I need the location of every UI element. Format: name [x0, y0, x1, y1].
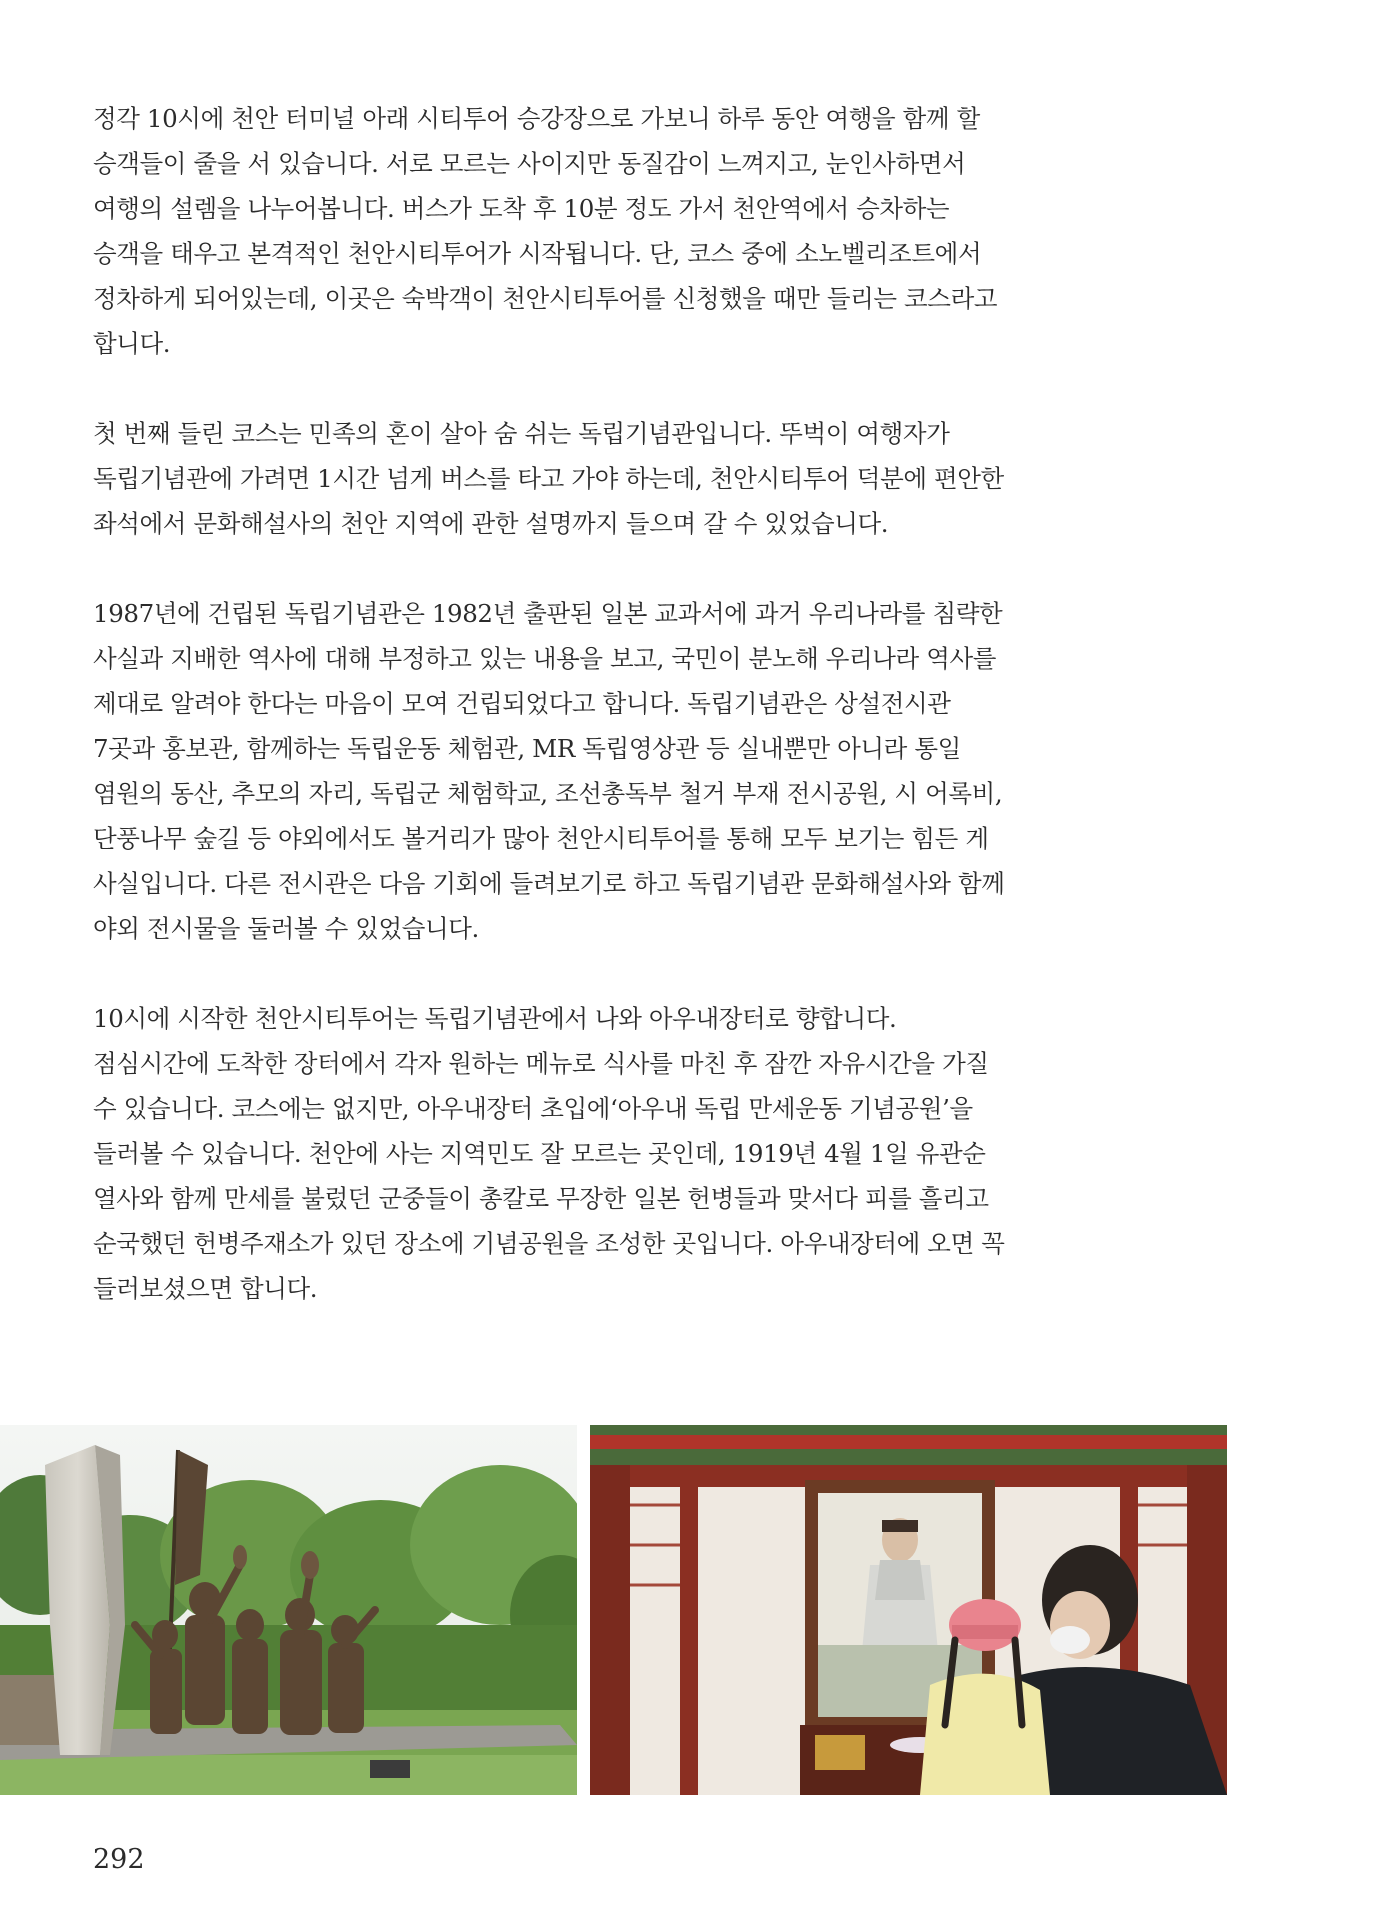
text-line: 합니다. — [93, 329, 171, 358]
text-line: 좌석에서 문화해설사의 천안 지역에 관한 설명까지 들으며 갈 수 있었습니다. — [93, 509, 889, 538]
text-line: 독립기념관에 가려면 1시간 넘게 버스를 타고 가야 하는데, 천안시티투어 덕분에 편안한 — [93, 464, 1004, 493]
text-line: 수 있습니다. 코스에는 없지만, 아우내장터 초입에‘아우내 독립 만세운동 기념공원’을 — [93, 1094, 973, 1123]
text-line: 여행의 설렘을 나누어봅니다. 버스가 도착 후 10분 정도 가서 천안역에서 승차하는 — [93, 194, 950, 223]
paragraph — [93, 996, 1093, 1311]
text-line: 7곳과 홍보관, 함께하는 독립운동 체험관, MR 독립영상관 등 실내뿐만 아니라 통일 — [93, 734, 961, 763]
text-line: 정각 10시에 천안 터미널 아래 시티투어 승강장으로 가보니 하루 동안 여행을 함께 할 — [93, 104, 980, 133]
page-number: 292 — [93, 1844, 145, 1875]
text-line: 야외 전시물을 둘러볼 수 있었습니다. — [93, 914, 479, 943]
text-line: 10시에 시작한 천안시티투어는 독립기념관에서 나와 아우내장터로 향합니다. — [93, 1004, 897, 1033]
paragraph — [93, 591, 1093, 951]
monument-sculpture-photo — [0, 1425, 577, 1795]
text-line: 들러볼 수 있습니다. 천안에 사는 지역민도 잘 모르는 곳인데, 1919년 4월 1일 유관순 — [93, 1139, 986, 1168]
text-line: 승객을 태우고 본격적인 천안시티투어가 시작됩니다. 단, 코스 중에 소노벨리조트에서 — [93, 239, 982, 268]
text-line: 사실과 지배한 역사에 대해 부정하고 있는 내용을 보고, 국민이 분노해 우리나라 역사를 — [93, 644, 996, 673]
body-text — [93, 96, 1093, 1356]
text-line: 열사와 함께 만세를 불렀던 군중들이 총칼로 무장한 일본 헌병들과 맞서다 피를 흘리고 — [93, 1184, 989, 1213]
text-line: 사실입니다. 다른 전시관은 다음 기회에 들려보기로 하고 독립기념관 문화해설사와 함께 — [93, 869, 1005, 898]
text-line: 첫 번째 들린 코스는 민족의 혼이 살아 숨 쉬는 독립기념관입니다. 뚜벅이 여행자가 — [93, 419, 950, 448]
photo-shrine-portrait — [590, 1425, 1227, 1795]
text-line: 염원의 동산, 추모의 자리, 독립군 체험학교, 조선총독부 철거 부재 전시공원, 시 어록비, — [93, 779, 1003, 808]
text-line: 1987년에 건립된 독립기념관은 1982년 출판된 일본 교과서에 과거 우리나라를 침략한 — [93, 599, 1003, 628]
text-line: 점심시간에 도착한 장터에서 각자 원하는 메뉴로 식사를 마친 후 잠깐 자유시간을 가질 — [93, 1049, 989, 1078]
text-line: 승객들이 줄을 서 있습니다. 서로 모르는 사이지만 동질감이 느껴지고, 눈인사하면서 — [93, 149, 966, 178]
text-line: 순국했던 헌병주재소가 있던 장소에 기념공원을 조성한 곳입니다. 아우내장터에 오면 꼭 — [93, 1229, 1005, 1258]
shrine-portrait-photo — [590, 1425, 1227, 1795]
paragraph — [93, 411, 1093, 546]
text-line: 단풍나무 숲길 등 야외에서도 볼거리가 많아 천안시티투어를 통해 모두 보기는 힘든 게 — [93, 824, 989, 853]
text-line: 정차하게 되어있는데, 이곳은 숙박객이 천안시티투어를 신청했을 때만 들리는 코스라고 — [93, 284, 998, 313]
text-line: 들러보셨으면 합니다. — [93, 1274, 318, 1303]
photo-independence-monument — [0, 1425, 577, 1795]
paragraph — [93, 96, 1093, 366]
text-line: 제대로 알려야 한다는 마음이 모여 건립되었다고 합니다. 독립기념관은 상설전시관 — [93, 689, 951, 718]
